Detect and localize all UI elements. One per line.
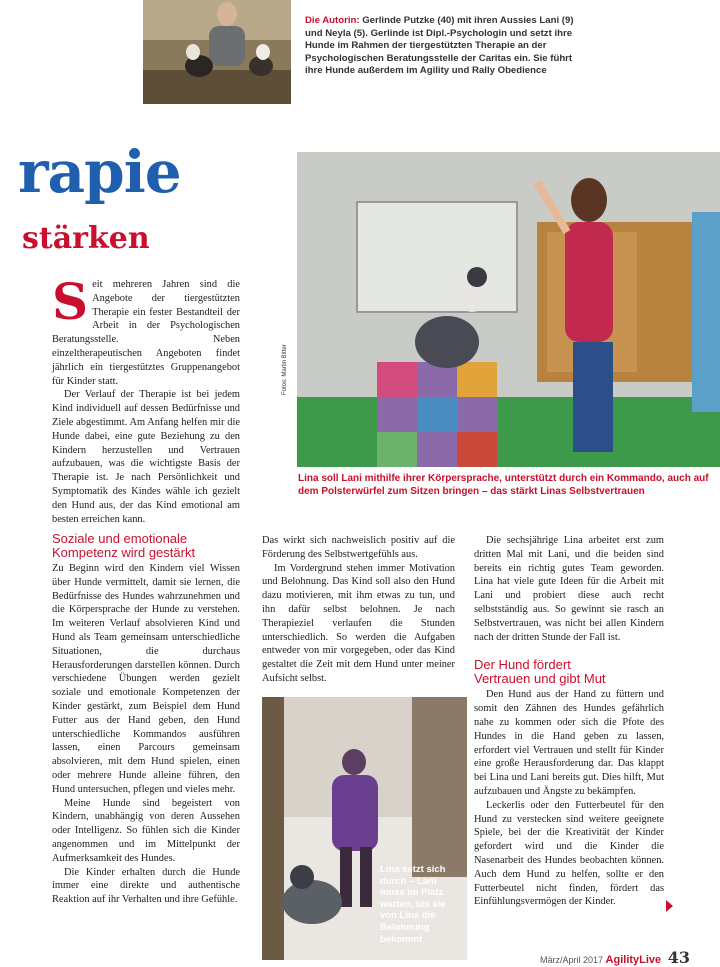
section-1-paragraph-2: Meine Hunde sind begeistert von Kindern, unabhängig von deren Aussehen oder Intelligenz. So fühlen sich die Kinder angenommen und im Mittelpunkt der Aufmerksamkeit des Hundes. [52,797,240,864]
right-paragraph-2: Den Hund aus der Hand zu füttern und somit den Zähnen des Hundes gefährlich nahe zu kommen oder sich die Pfote des Hundes in die Hand geben zu lassen, erfordert viel Vertrauen und stellt für Kinder eine große Herausforderung dar. Das klappt bei Lina und Lani bereits gut. Dies hilft, Mut aufzubauen und Ängste zu bekämpfen. [474,689,664,797]
snow-photo-caption: Lina setzt sich durch – Lani muss im Platz warten, bis sie von Lina die Belohnung bekommt [380,864,446,945]
middle-paragraph-1: Das wirkt sich nachweislich positiv auf die Förderung des Selbstwertgefühls aus. [262,535,455,560]
section-2-heading-line-1: Der Hund fördert [474,657,571,673]
author-text: Gerlinde Putzke (40) mit ihren Aussies Lani (9) und Neyla (5). Gerlinde ist Dipl.-Psychologin und setzt ihre Hunde im Rahmen der tiergestützten Therapie an der Psychologischen Beratungsstelle der Caritas ein. Sie führt ihre Hunde außerdem im Agility und Rally Obedience [305,15,574,77]
section-1-heading-line-1: Soziale und emotionale [52,531,188,546]
middle-column [262,534,455,686]
photo-credit: Fotos: Martin Bitter [282,344,288,395]
right-paragraph-3: Leckerlis oder den Futterbeutel für den Hund zu verstecken sind weitere geeignete Spiele, bei der die Kreativität der Kinder gefordert wird und die Kinder die Nasenarbeit des Hundes beobachten können. Auch dem Hund zu helfen, sollte er den Futterbeutel nicht finden, fördert das Einfühlungsvermögen der Kinder. [474,799,664,908]
page-number: 43 [667,948,690,967]
section-1-paragraph-3: Die Kinder erhalten durch die Hunde immer eine direkte und authentische Reaktion auf ihr Verhalten und ihre Gefühle. [52,866,240,906]
section-1-heading [52,532,240,560]
middle-paragraph-2: Im Vordergrund stehen immer Motivation und Belohnung. Das Kind soll also den Hund dazu motivieren, mit ihm etwas zu tun, und ihn dafür selbst belohnen. Je nach Therapieziel verlaufen die Stunden unterschiedlich. So werden die Aufgaben entweder von mir vorgegeben, oder das Kind gestaltet die Zeit mit dem Hund unter meiner Aufsicht selbst. [262,562,455,684]
section-1-paragraph-1: Zu Beginn wird den Kindern viel Wissen über Hunde vermittelt, damit sie lernen, die Bedürfnisse des Hundes wahrzunehmen und die Körpersprache der Hunde zu verstehen. Im weiteren Verlauf absolvieren Kind und Hund als Team gemeinsam unterschiedliche Situationen, die durchaus Herausforderungen darstellen können. Durch verschiedene Übungen werden gezielt soziale und emotionale Kompetenzen der Kinder gestärkt, zum Beispiel dem Hund Futter aus der Hand geben, den Hund unterschiedliche Kommandos ausführen lassen, einen Parcours gemeinsam absolvieren, mit dem Hund spielen, einen oder mehrere Hunde alleine führen, den Hund untersuchen, pflegen und vieles mehr. [52,563,240,795]
footer-brand: AgilityLive [605,954,662,966]
section-2-heading-line-2: Vertrauen und gibt Mut [474,671,606,687]
continue-arrow-icon [666,900,673,912]
author-photo [143,0,291,104]
section-2-heading [474,658,664,686]
intro-paragraph-1: eit mehreren Jahren sind die Angebote der tiergestützten Therapie ein fester Bestandteil der Arbeit in der Psychologischen Beratungsstelle. Neben einzeltherapeutischen Angeboten findet jährlich ein tiergestütztes Gruppenangebot für Kinder statt. [52,279,240,387]
main-photo-caption: Lina soll Lani mithilfe ihrer Körpersprache, unterstützt durch ein Kommando, auch auf dem Polsterwürfel zum Sitzen bringen – das stärkt Linas Selbstvertrauen [298,473,709,497]
intro-paragraph-2: Der Verlauf der Therapie ist bei jedem Kind individuell auf dessen Bedürfnisse und Ziele abgestimmt. Am Anfang helfen mir die Hunde dabei, eine gute Beziehung zu den Kindern herzustellen und Vertrauen aufzubauen, was die wichtigste Basis der Therapie ist. Je nach Persönlichkeit und Symptomatik des Kindes wähle ich gezielt den Hund aus, der das Kind emotional am besten erreichen kann. [52,389,240,525]
dropcap: S [52,272,89,331]
right-paragraph-1: Die sechsjährige Lina arbeitet erst zum dritten Mal mit Lani, und die beiden sind bereits ein richtig gutes Team geworden. Lina hat viele gute Ideen für die Arbeit mit Lani und probiert diese auch recht selbstständig aus. So gewinnt sie rasch an Selbstvertrauen, was nicht bei allen Kindern nach der dritten Stunde der Fall ist. [474,535,664,643]
main-photo [297,152,720,467]
section-1-column [52,532,240,907]
article-subhead: stärken [22,221,150,256]
section-1-heading-line-2: Kompetenz wird gestärkt [52,545,196,560]
intro-column [52,272,240,526]
author-caption [305,15,575,78]
right-column [474,534,664,909]
footer-issue: März/April 2017 [540,955,604,965]
author-label: Die Autorin: [305,15,360,26]
article-headline: rapie [18,138,181,206]
page-footer [540,948,690,967]
